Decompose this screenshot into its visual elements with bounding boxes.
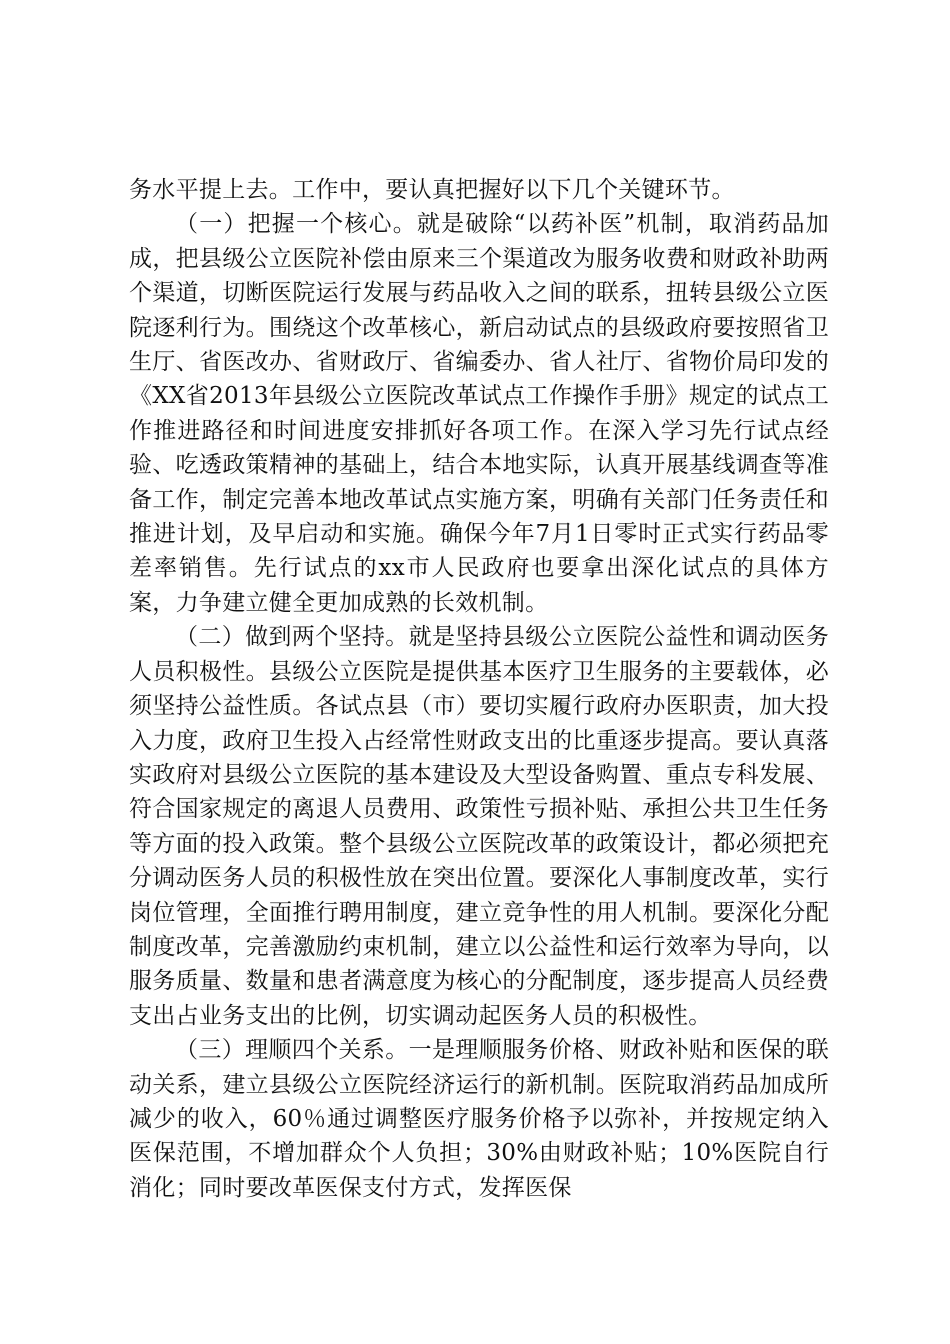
paragraph-intro: 务水平提上去。工作中，要认真把握好以下几个关键环节。	[129, 177, 735, 203]
paragraph-section-2: （二）做到两个坚持。就是坚持县级公立医院公益性和调动医务人员积极性。县级公立医院是提供基本医疗卫生服务的主要载体，必须坚持公益性质。各试点县（市）要切实履行政府办医职责，加大投入力度，政府卫生投入占经常性财政支出的比重逐步提高。要认真落实政府对县级公立医院的基本建设及大型设备购置、重点专科发展、符合国家规定的离退人员费用、政策性亏损补贴、承担公共卫生任务等方面的投入政策。整个县级公立医院改革的政策设计，都必须把充分调动医务人员的积极性放在突出位置。要深化人事制度改革，实行岗位管理，全面推行聘用制度，建立竞争性的用人机制。要深化分配制度改革，完善激励约束机制，建立以公益性和运行效率为导向，以服务质量、数量和患者满意度为核心的分配制度，逐步提高人员经费支出占业务支出的比例，切实调动起医务人员的积极性。	[129, 624, 829, 1029]
document-body	[129, 173, 829, 1205]
paragraph-section-1: （一）把握一个核心。就是破除“以药补医”机制，取消药品加成，把县级公立医院补偿由原来三个渠道改为服务收费和财政补助两个渠道，切断医院运行发展与药品收入之间的联系，扭转县级公立医院逐利行为。围绕这个改革核心，新启动试点的县级政府要按照省卫生厅、省医改办、省财政厅、省编委办、省人社厅、省物价局印发的《XX省2013年县级公立医院改革试点工作操作手册》规定的试点工作推进路径和时间进度安排抓好各项工作。在深入学习先行试点经验、吃透政策精神的基础上，结合本地实际，认真开展基线调查等准备工作，制定完善本地改革试点实施方案，明确有关部门任务责任和推进计划，及早启动和实施。确保今年7月1日零时正式实行药品零差率销售。先行试点的xx市人民政府也要拿出深化试点的具体方案，力争建立健全更加成熟的长效机制。	[129, 211, 829, 616]
paragraph-section-3: （三）理顺四个关系。一是理顺服务价格、财政补贴和医保的联动关系，建立县级公立医院经济运行的新机制。医院取消药品加成所减少的收入，60％通过调整医疗服务价格予以弥补，并按规定纳入医保范围，不增加群众个人负担；30%由财政补贴；10%医院自行消化；同时要改革医保支付方式，发挥医保	[129, 1037, 829, 1201]
